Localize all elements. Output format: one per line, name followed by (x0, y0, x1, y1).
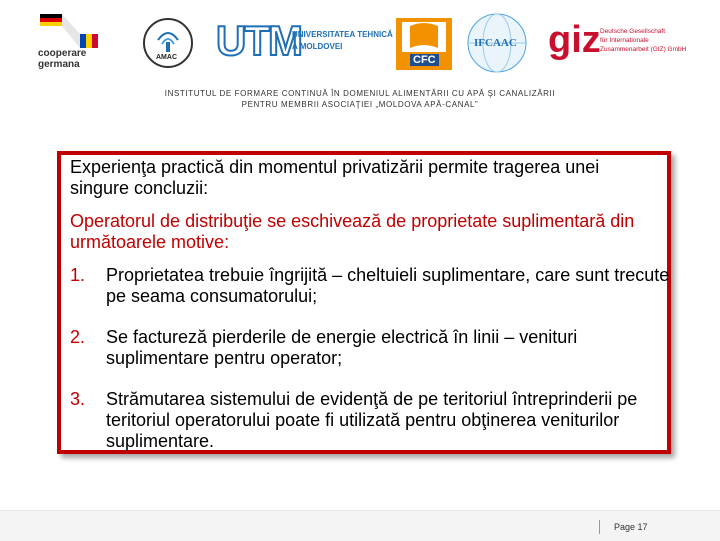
subtitle-line1: INSTITUTUL DE FORMARE CONTINUĂ ÎN DOMENIUL ALIMENTĂRII CU APĂ ŞI CANALIZĂRII (164, 89, 556, 98)
institute-subtitle (0, 88, 720, 110)
list-text: Se factureză pierderile de energie electrică în linii – venituri suplimentare pentru operator; (106, 327, 578, 368)
cooperare-line1: cooperare (38, 48, 87, 59)
list-number: 3. (70, 389, 86, 409)
page-number: Page 17 (599, 520, 648, 534)
statement-paragraph: Operatorul de distribuţie se eschivează de proprietate suplimentară din următoarele motive: (70, 211, 635, 252)
list-number: 1. (70, 265, 86, 285)
giz-text: giz (548, 19, 601, 61)
intro-paragraph: Experienţa practică din momentul privatizării permite tragerea unei singure concluzii: (70, 157, 600, 198)
cooperare-germana-logo (36, 12, 128, 76)
content-box (57, 151, 671, 454)
list-item (70, 389, 670, 452)
giz-line3: Zusammenarbeit (GIZ) GmbH (600, 46, 687, 53)
ifcaac-logo (464, 12, 530, 74)
amac-emblem-icon (142, 14, 194, 72)
cfc-logo (392, 14, 458, 72)
utm-line1: UNIVERSITATEA TEHNICĂ (292, 30, 393, 39)
list-item (70, 327, 670, 369)
logo-header (0, 0, 720, 82)
list-text: Proprietatea trebuie îngrijită – cheltuieli suplimentare, care sunt trecute pe seama consumatorului; (106, 265, 670, 306)
cfc-text: CFC (410, 54, 439, 66)
ifcaac-text: IFCAAC (474, 37, 517, 49)
list-number: 2. (70, 327, 86, 347)
reasons-list (70, 265, 670, 452)
giz-line1: Deutsche Gesellschaft (600, 28, 666, 35)
list-text: Strămutarea sistemului de evidenţă de pe teritoriul întreprinderii pe teritoriul operatorului poate fi utilizată pentru obţinerea veniturilor suplimentare. (106, 389, 638, 451)
subtitle-line2: PENTRU MEMBRII ASOCIAŢIEI „MOLDOVA APĂ-CANAL” (241, 100, 479, 109)
list-item (70, 265, 670, 307)
utm-line2: A MOLDOVEI (292, 42, 343, 51)
giz-line2: für Internationale (600, 37, 649, 44)
utm-letters: UTM (216, 17, 301, 64)
amac-text: AMAC (156, 54, 177, 61)
utm-logo (212, 17, 393, 66)
amac-logo (142, 14, 194, 72)
cooperare-line2: germana (38, 59, 80, 70)
giz-logo (548, 19, 708, 72)
